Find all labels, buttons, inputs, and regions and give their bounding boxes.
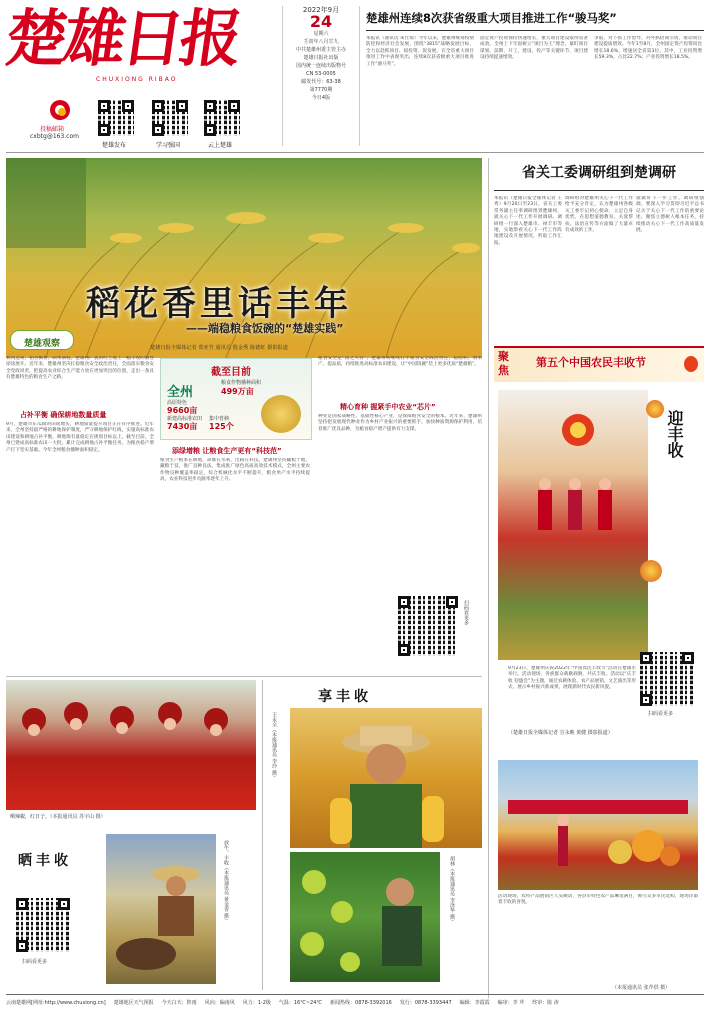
festival-stage-photo [498,760,698,890]
feature-byline: 楚雄日报全媒体记者 郑亚竹 通讯员 殷金秀 陈德虹 摄影报道 [150,345,288,351]
infobox-value-2: 9660亩 [167,406,198,415]
infobox-grain-icon [261,395,301,433]
issue-pages: 今日4版 [311,95,331,101]
infobox-label-3: 新建高标准农田 [167,416,203,422]
story2-column-1: 本报讯（楚雄日报全媒体记者 王秀）9月20日至23日，省关工委常务副主任率调研组到楚雄州，就关心下一代工作开展调研。调研组一行深入楚雄市、禄丰市等地，实地察看关心下一代工作阵地建设及开展情况，听取工作汇报。 [494,196,562,246]
festival-body: 9月23日，楚雄州庆祝2022年“中国农民丰收节”活动在楚雄市举行。活动现场，各族群众载歌载舞，共庆丰收。活动以“庆丰收 迎盛会”为主题，通过农耕体验、农产品展销、文艺演出等形式，展示乡村振兴新成果，展现新时代农民新风貌。 [508,666,636,691]
issue-cn: CN 53-0005 [306,71,336,77]
issue-post: 邮发代号：63-38 [301,79,341,85]
email-address: cxbtg@163.com [30,133,79,140]
festival-byline-2: （本报通讯员 张芹供 摄） [612,985,671,991]
email-label: 投稿邮箱 [40,126,65,133]
footer-site[interactable]: 云南楚雄网[网址:http://www.chuxiong.cn] [6,1000,106,1006]
festival-headline[interactable]: 第五个中国农民丰收节 [536,356,646,369]
issue-day: 24 [309,12,333,31]
issue-date: 2022年9月 [302,6,340,14]
footer-distribution: 发行：0878-3393447 [399,1000,452,1006]
footer-weather: 楚雄地区天气预报 [113,1000,154,1006]
chili-drying-graphic [6,680,256,810]
infobox-title: 截至目前 [211,367,251,378]
qr-label-chuxiong-fabu: 楚雄发布 [102,142,127,149]
story2-column-3: 就做好下一步工作，调研组强调，要深入学习贯彻习近平总书记关于关心下一代工作的重要论述，聚焦立德树人根本任务，持续推动关心下一代工作高质量发展。 [636,196,704,234]
lead-column-3: 争取、对下抓工作督导，对外抓招商引资，推动项目建设提质增效。今年1至8月，全州固定资产投资同比增长18.6%，增速居全省第3位。其中，工业投资增长59.3%，占比22.7%；产业投资增长18.5%。 [594,36,702,61]
feature-headline[interactable]: 稻花香里话丰年 [86,284,352,324]
cattle-herder-photo [106,834,216,984]
issue-info [282,6,360,146]
issue-weekday: 星期六 [313,31,329,37]
feature-infobox [160,358,312,440]
lead-headline[interactable]: 楚雄州连续8次获省级重大项目推进工作“骏马奖” [366,11,617,25]
festival-stage-graphic [498,760,698,890]
footer-editor: 编辑：李霞霞 [459,1000,490,1006]
gallery-title-xiang: 享丰收 [318,689,372,705]
corn-caption: 王永全（本报通讯员 李玲 摄） [271,712,277,781]
footer-today: 今天白天：阵雨 [161,1000,197,1006]
feature-subhead-1: 占补平衡 确保耕地数量质量 [20,411,107,419]
qr-code-chuxiong-fabu[interactable] [98,100,134,136]
qr-code-xuexi[interactable] [152,100,188,136]
footer-wind: 风向：偏南风 [204,1000,235,1006]
infobox-label-4: 集中育秧 [209,416,230,422]
lead-column-2: 固定资产投资保持快速增长，重大项目建设取得显著成效。全州上下牢固树立“项目为王”理念，紧盯项目谋划、前期、开工、建设、投产等关键环节，项目建设持续提速增效。 [480,36,588,61]
newspaper-title: 楚雄日报 [0,2,244,75]
footer-force: 风力：1-2级 [242,1000,271,1006]
fruit-orchard-graphic [290,852,440,982]
feature-body-3: 种业是国家战略性、基础性核心产业，是保障粮食安全的根本。近年来，楚雄州坚持把发展现代种业作为乡村产业振兴的重要抓手，加快种质资源保护利用，培育推广优良品种，为粮食稳产增产提供有力支撑。 [318,414,482,432]
feature-body-1: 9月，楚雄市东瓜镇的田间地头，耕地质量提升项目正在有序推进。近年来，全州坚持最严格的耕地保护制度，严守耕地保护红线，实施高标准农田建设和耕地占补平衡，耕地保有量稳定在规划目标以上。截至目前，全州已建成高标准农田一大批，累计完成耕地占补平衡任务，为粮食稳产增产打下坚实基础。今年全州粮食播种面积稳定。 [6,422,154,453]
festival-byline: （楚雄日报全媒体记者 宣永映 黄健 摄影报道） [508,730,613,736]
corn-farmer-photo [290,708,482,848]
fruit-orchard-photo [290,852,440,982]
festival-body-2: 活动现场，农特产品展销区人头攒动，各县市特色农产品琳琅满目，吸引众多市民选购，现场洋溢着丰收的喜悦。 [498,894,698,906]
infobox-value-3: 7430亩 [167,422,198,431]
festival-vertical-title: 迎丰收 [665,410,684,458]
email-logo-icon [50,100,70,120]
festival-dancers-graphic [498,390,648,660]
issue-number: 第7770期 [309,87,333,93]
festival-sun-icon [646,400,664,418]
festival-sun-icon-2 [640,560,662,582]
chili-drying-photo [6,680,256,810]
story2-headline[interactable]: 省关工委调研组到楚调研 [522,165,676,181]
issue-publisher: 楚雄日报社出版 [303,55,339,61]
issue-issn: 国内统一连续出版物号 [295,63,346,69]
gallery-qr-code[interactable] [16,898,70,952]
feature-body-2: 粮食生产根本在耕地，命脉在水利，出路在科技。楚雄州坚持藏粮于地、藏粮于技，推广良种良法，集成推广绿色高质高效技术模式，全州主要农作物良种覆盖率稳定，综合机械化水平不断提升，粮食单产水平持续提高，农业科技进步贡献率逐年上升。 [160,458,310,483]
feature-column-badge [10,330,74,350]
story2-column-2: 调研组对楚雄州关心下一代工作给予充分肯定，认为楚雄州各级关工委牢记初心使命，立足自身优势，在思想道德教育、关爱帮扶、法治宣传等方面做了大量卓有成效的工作。 [565,196,633,234]
cattle-caption: 放牛，丰收（本报通讯员 黄金香 摄） [223,840,229,924]
footer-proof: 终审：陈 涛 [532,1000,559,1006]
gallery-title-shai: 晒丰收 [18,853,72,869]
infobox-region: 全州 [167,385,194,400]
lead-column-1: 本报讯（通讯员 朱仕瑞）今年以来，楚雄州统筹疫情防控和经济社会发展，围绕“3815”战略发展目标，全力以赴抓项目、稳投资、促发展，在全省重大项目推进工作中表现突出，连续8次获省级重大项目推进工作“骏马奖”。 [366,36,474,67]
infobox-value-1: 499万亩 [221,387,254,396]
infobox-label-2: 高原特色 [167,400,188,406]
feature-subhead-2: 添绿增粮 让粮食生产更有“科技范” [172,447,282,455]
lead-story [366,8,704,148]
newspaper-pinyin: CHUXIONG RIBAO [96,76,178,83]
cattle-herder-graphic [106,834,216,984]
lantern-icon [684,356,698,372]
corn-farmer-graphic [290,708,482,848]
issue-lunar: 壬寅年八月廿九 [303,39,339,45]
infobox-value-4: 125个 [209,422,234,431]
feature-subheadline: ——端稳粮食饭碗的“楚雄实践” [186,322,344,335]
infobox-label-1: 粮食作物播种面积 [221,380,262,386]
feature-qr-code[interactable] [398,596,458,656]
feature-subhead-3: 精心育种 握紧手中农业“芯片” [340,403,436,411]
qr-label-xuexi: 学习强国 [156,142,181,149]
footer-temp: 气温：16℃~24℃ [278,1000,323,1006]
qr-code-yunshang[interactable] [204,100,240,136]
masthead [0,2,280,154]
gallery-qr-label: 扫码看更多 [22,959,48,965]
fruit-caption: 胡林（本报通讯员 李泽华 摄） [449,856,455,925]
chili-caption: 晒辣椒，红日子。（本报通讯员 苏宇山 摄） [10,814,106,820]
footer-bar [6,997,704,1009]
story-provincial-survey [494,158,704,338]
feature-body-4: 粮食安全是“国之大者”。楚雄州将继续扛牢粮食安全政治责任，稳面积、增单产、提品质，持续推进高标准农田建设，让“中国饭碗”装上更多优质“楚雄粮”。 [318,356,482,368]
festival-qr-code[interactable] [640,652,694,706]
feature-qr-label: 扫码看更多 [463,600,469,625]
festival-tag: 聚焦 [498,350,509,377]
footer-layout: 编审：李 芹 [497,1000,525,1006]
festival-banner [494,346,704,382]
festival-qr-label: 扫码看更多 [648,711,674,717]
qr-label-yunshang: 云上楚雄 [208,142,233,149]
footer-hotline: 新闻热线：0878-3392016 [330,1000,392,1006]
feature-column-label: 楚雄观察 [23,339,60,349]
festival-dancers-photo [498,390,648,660]
feature-intro: 秋风送爽，稻谷飘香，硕果满枝。楚雄州广袤的红土地上一幅丰收的画卷徐徐展开。近年来，楚雄州坚决扛稳粮食安全政治责任，全面落实粮食安全党政同责，把提高农业综合生产能力放在更加突出的位置，走出一条具有楚雄特色的粮食生产之路。 [6,356,154,381]
issue-sponsor: 中共楚雄州委主管主办 [295,47,346,53]
rice-field-photo [6,158,482,358]
